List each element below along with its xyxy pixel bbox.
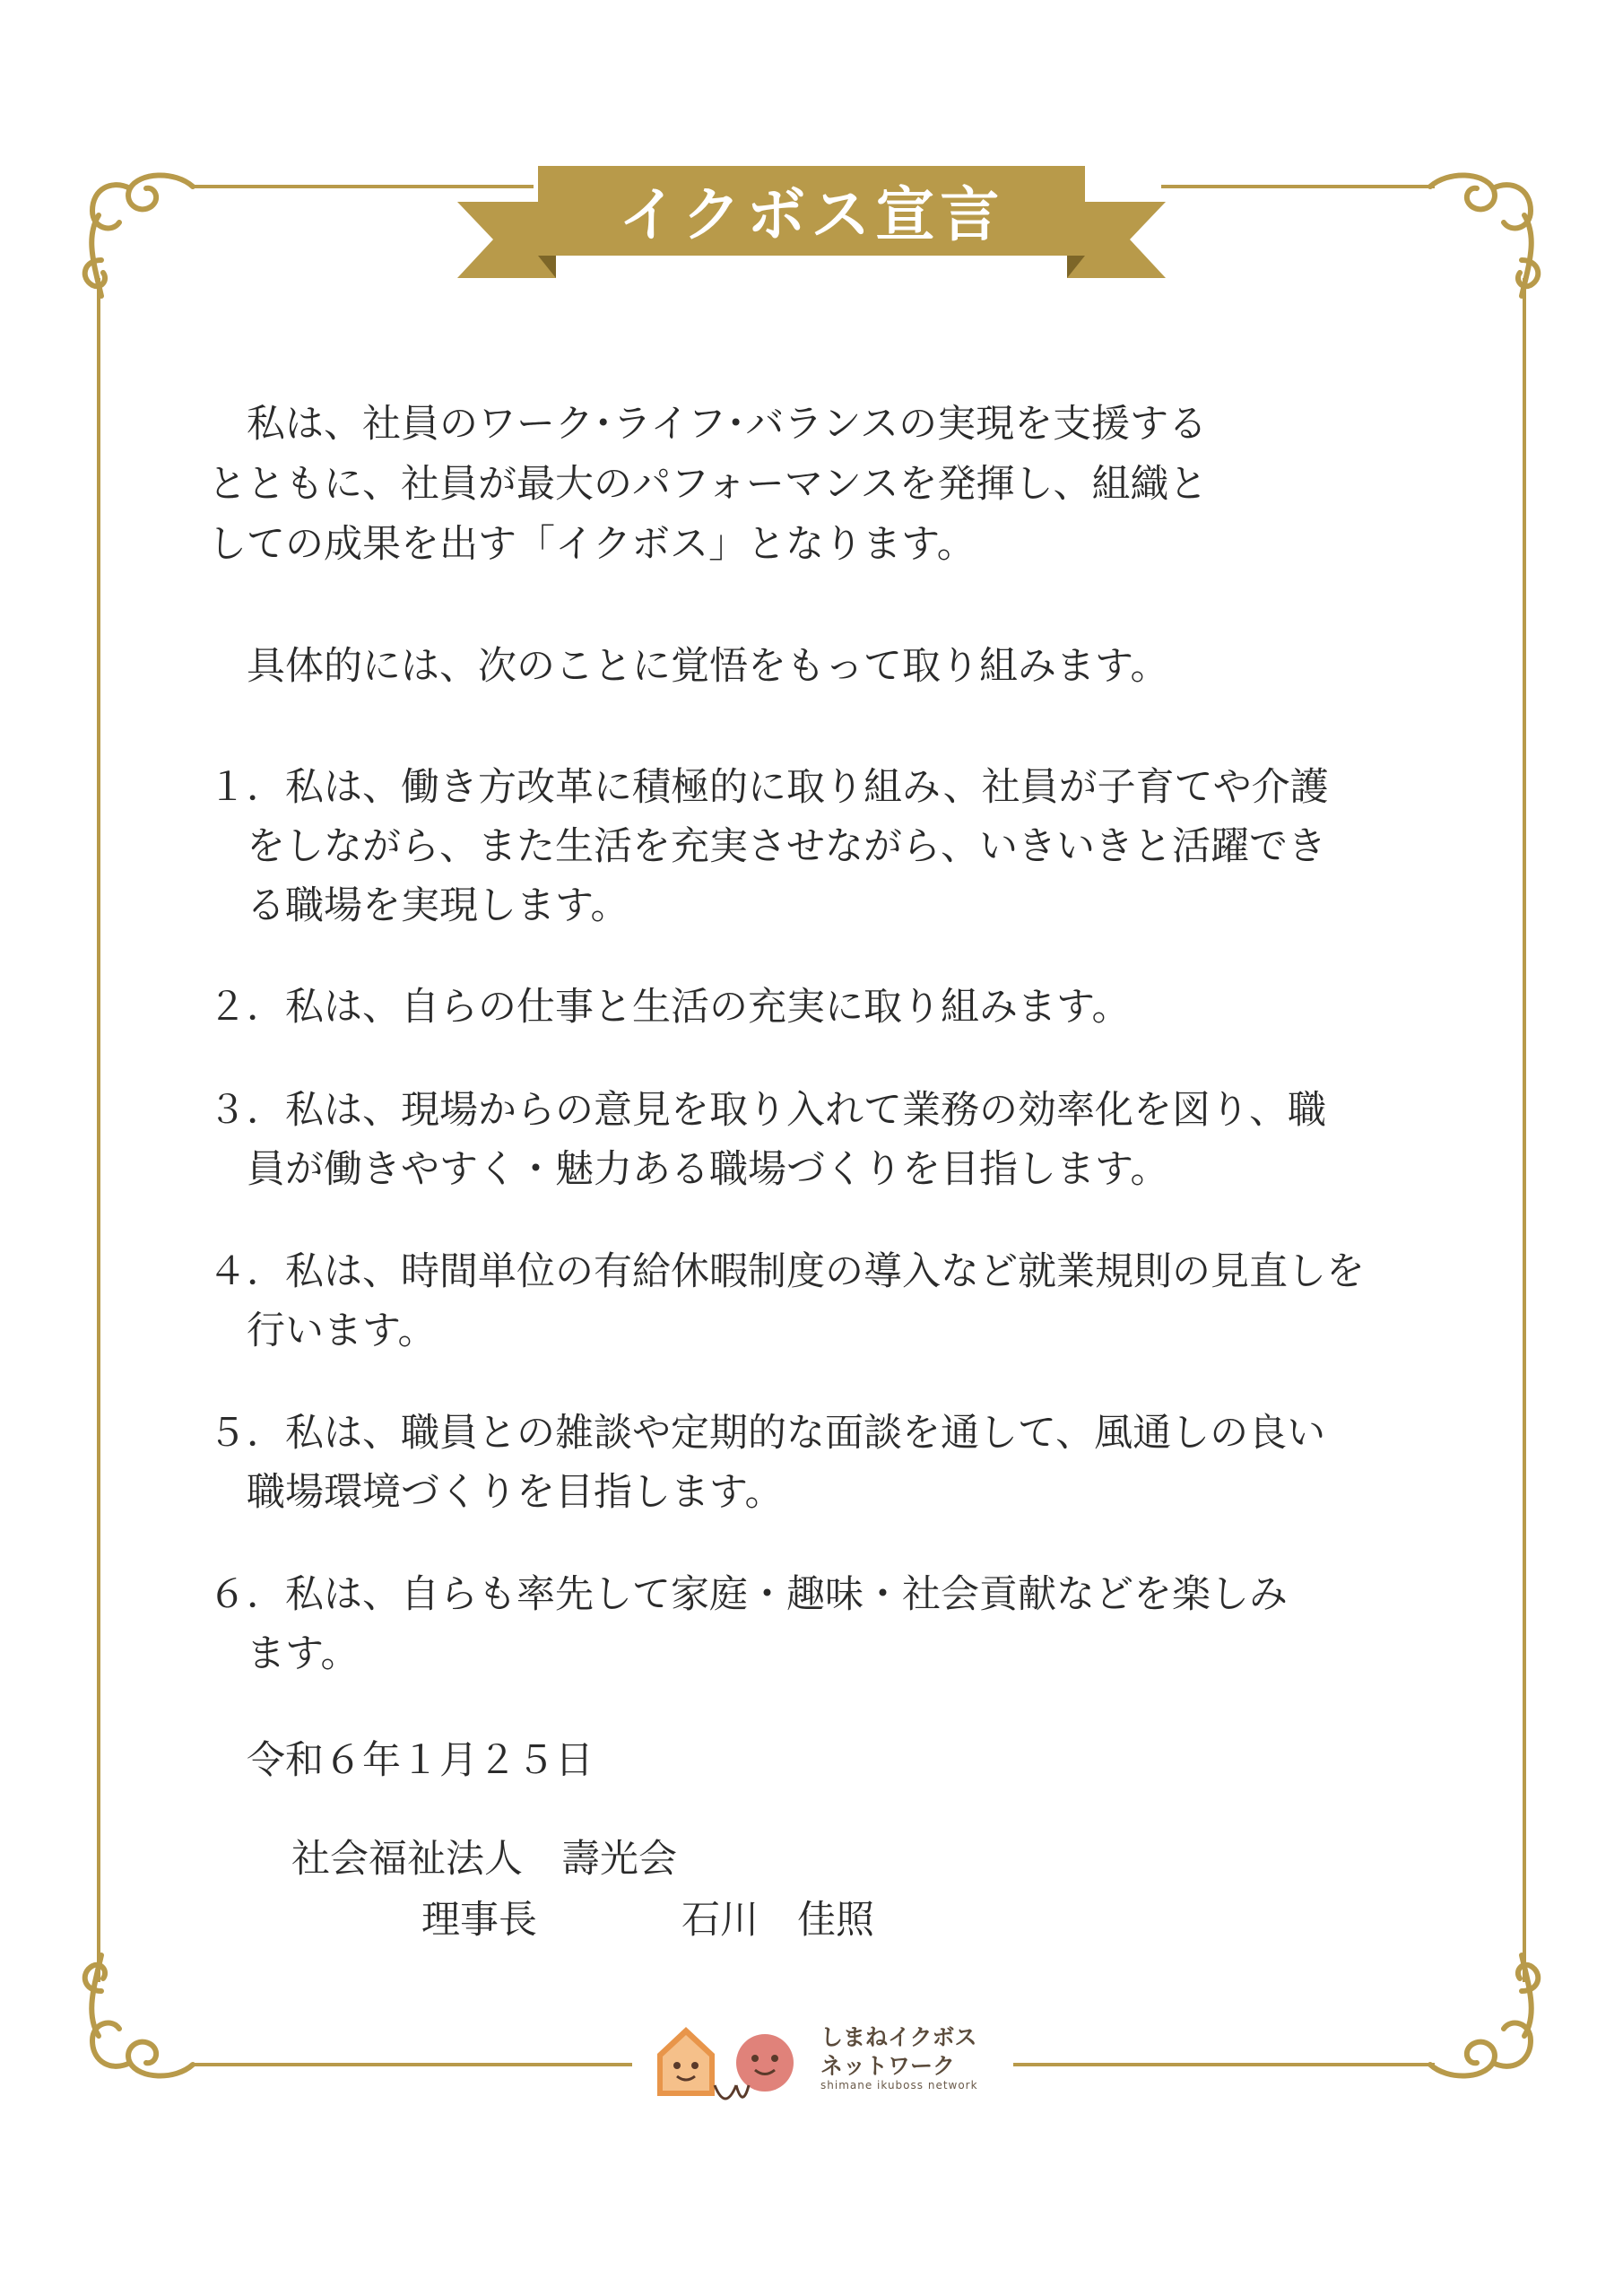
frame-bottom-left-line xyxy=(193,2063,632,2066)
organization-name: 社会福祉法人 壽光会 xyxy=(291,1837,677,1882)
signer-title: 理事長 xyxy=(421,1898,537,1943)
item-line: 私は、現場からの意見を取り入れて業務の効率化を図り、職 xyxy=(285,1088,1326,1133)
item-line: る職場を実現します。 xyxy=(247,883,629,928)
list-item xyxy=(208,758,1329,817)
logo-text-line-1: しまねイクボス xyxy=(820,2024,977,2050)
frame-right-line xyxy=(1523,278,1526,1982)
intro-line-2: とともに、社員が最大のパフォーマンスを発揮し、組織と xyxy=(208,462,1208,507)
signer-name: 石川 佳照 xyxy=(681,1898,874,1943)
list-item xyxy=(208,978,1131,1037)
item-number: ３． xyxy=(208,1088,285,1133)
item-line: 私は、時間単位の有給休暇制度の導入など就業規則の見直しを xyxy=(285,1249,1365,1294)
frame-top-right-line xyxy=(1161,185,1435,188)
item-line: 員が働きやすく・魅力ある職場づくりを目指します。 xyxy=(247,1147,1169,1192)
item-number: ２． xyxy=(208,985,285,1030)
lead-sentence: 具体的には、次のことに覚悟をもって取り組みます。 xyxy=(247,644,1169,689)
item-line: 私は、自らの仕事と生活の充実に取り組みます。 xyxy=(285,985,1131,1030)
list-item xyxy=(208,1242,1365,1301)
logo-text-line-2: ネットワーク xyxy=(820,2053,956,2079)
item-line: 職場環境づくりを目指します。 xyxy=(247,1470,784,1515)
page-title: イクボス宣言 xyxy=(618,179,1005,249)
list-item xyxy=(208,1081,1326,1140)
item-line: 行います。 xyxy=(247,1309,437,1353)
declaration-date: 令和６年１月２５日 xyxy=(247,1738,594,1783)
frame-bottom-right-line xyxy=(1013,2063,1435,2066)
corner-ornament-top-right xyxy=(1421,161,1547,305)
list-item xyxy=(208,1404,1325,1463)
corner-ornament-bottom-left xyxy=(76,1946,202,2090)
item-line: 私は、働き方改革に積極的に取り組み、社員が子育てや介護 xyxy=(285,765,1329,810)
frame-left-line xyxy=(97,278,100,1982)
intro-line-1: 私は、社員のワーク･ライフ･バランスの実現を支援する xyxy=(247,402,1208,447)
item-number: ４． xyxy=(208,1249,285,1294)
item-number: ６． xyxy=(208,1572,285,1617)
shimane-ikuboss-logo-mark xyxy=(650,2013,803,2112)
item-line: 私は、自らも率先して家庭・趣味・社会貢献などを楽しみ xyxy=(285,1572,1288,1617)
list-item xyxy=(208,1565,1288,1624)
corner-ornament-bottom-right xyxy=(1421,1946,1547,2090)
corner-ornament-top-left xyxy=(76,161,202,305)
item-line: ます。 xyxy=(247,1631,360,1676)
intro-line-3: しての成果を出す「イクボス」となります。 xyxy=(208,522,976,567)
item-line: 私は、職員との雑談や定期的な面談を通して、風通しの良い xyxy=(285,1411,1326,1456)
logo-subtext: shimane ikuboss network xyxy=(820,2079,978,2092)
item-number: ５． xyxy=(208,1411,285,1456)
item-line: をしながら、また生活を充実させながら、いきいきと活躍でき xyxy=(247,824,1326,869)
item-number: １． xyxy=(208,765,285,810)
